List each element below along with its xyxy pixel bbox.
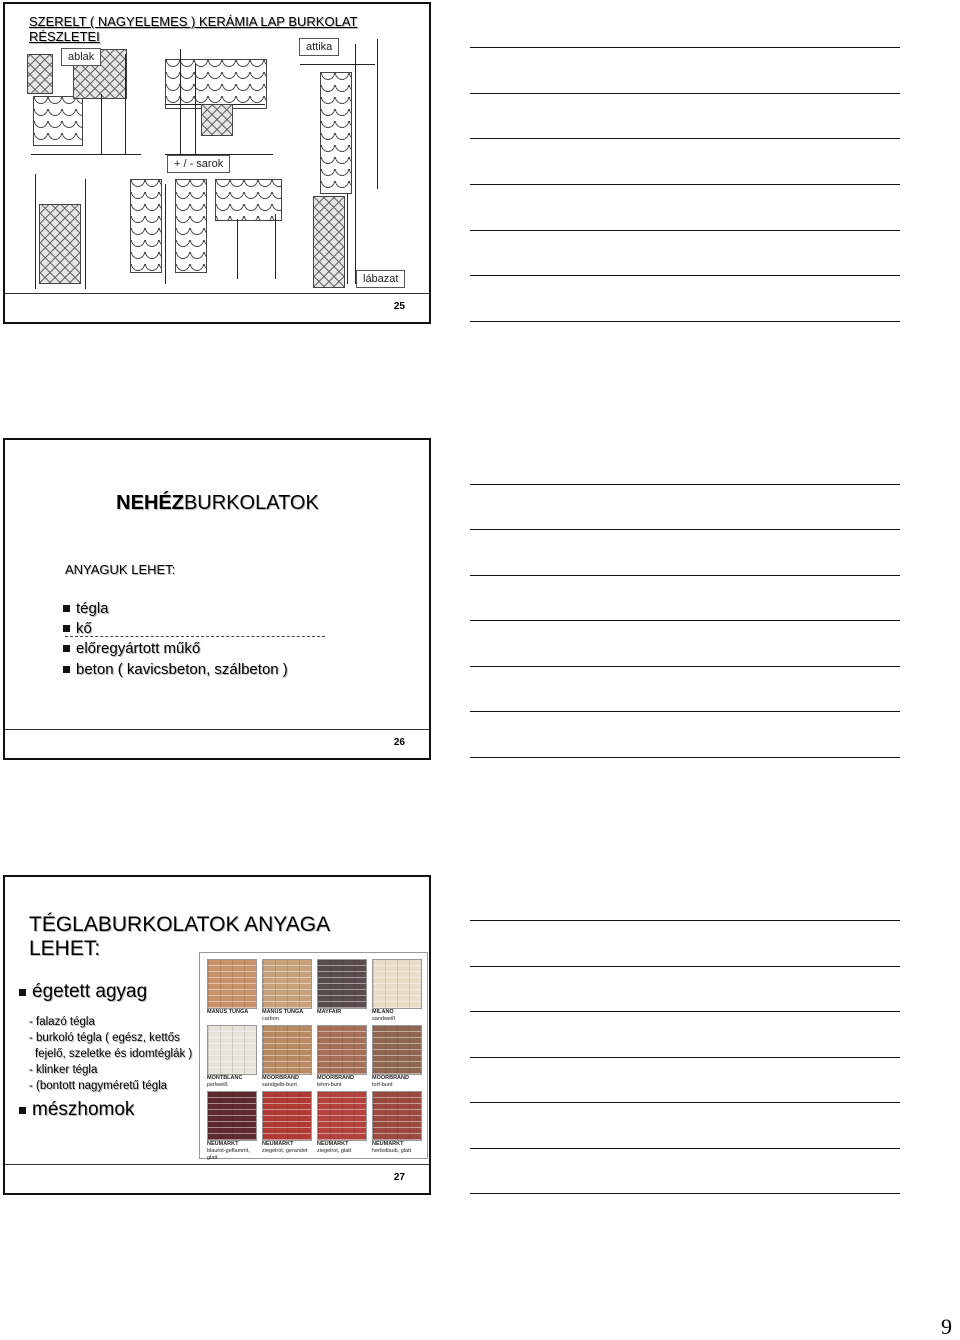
brick-desc: sandweiß bbox=[372, 1016, 396, 1022]
bullet-ko: kő bbox=[63, 620, 92, 637]
brick-desc: blaurot-geflammt, glatt bbox=[207, 1148, 250, 1161]
brick-swatch bbox=[372, 959, 422, 1009]
title-rest: BURKOLATOK bbox=[183, 492, 319, 514]
brick-name: NEUMARKT bbox=[317, 1141, 349, 1147]
subtitle: ANYAGUK LEHET: bbox=[65, 562, 176, 577]
slide-26-title bbox=[5, 492, 430, 515]
title-bold: NEHÉZ bbox=[116, 492, 184, 514]
bullet-meszhomok: mészhomok bbox=[19, 1099, 134, 1121]
brick-name: MILANO bbox=[372, 1009, 394, 1015]
brick-swatch bbox=[207, 1025, 257, 1075]
slide-footer bbox=[5, 729, 429, 758]
brick-caption bbox=[372, 1075, 426, 1089]
slide-27 bbox=[3, 875, 431, 1195]
title-line-1: TÉGLABURKOLATOK ANYAGA bbox=[29, 913, 331, 936]
slide-footer bbox=[5, 293, 429, 322]
brick-caption bbox=[317, 1141, 371, 1155]
bullet-beton: beton ( kavicsbeton, szálbeton ) bbox=[63, 661, 288, 678]
brick-name: MAYFAIR bbox=[317, 1009, 342, 1015]
title-line-2: RÉSZLETEI bbox=[29, 29, 100, 44]
sub-burkolo: - burkoló tégla ( egész, kettős bbox=[29, 1032, 180, 1044]
brick-swatch bbox=[317, 959, 367, 1009]
brick-desc: ziegelrot, gerandet bbox=[262, 1148, 308, 1154]
slide-number: 26 bbox=[393, 737, 405, 748]
label-ablak: ablak bbox=[61, 48, 101, 66]
brick-name: MANUS TUNGA bbox=[207, 1009, 249, 1015]
brick-caption bbox=[207, 1141, 261, 1162]
brick-caption bbox=[262, 1009, 316, 1023]
brick-desc: carbon bbox=[262, 1016, 279, 1022]
sub-bontott: - (bontott nagyméretű tégla bbox=[29, 1080, 168, 1092]
brick-swatch bbox=[317, 1025, 367, 1075]
dashed-divider bbox=[65, 636, 325, 637]
brick-desc: ziegelrot, glatt bbox=[317, 1148, 352, 1154]
brick-swatch bbox=[207, 959, 257, 1009]
slide-number: 27 bbox=[393, 1172, 405, 1183]
slide-number: 25 bbox=[393, 301, 405, 312]
brick-swatch bbox=[262, 959, 312, 1009]
slide-footer bbox=[5, 1164, 429, 1193]
slide-25 bbox=[3, 2, 431, 324]
brick-swatch bbox=[317, 1091, 367, 1141]
brick-name: MOORBRAND bbox=[317, 1075, 354, 1081]
brick-caption bbox=[207, 1075, 261, 1089]
brick-name: NEUMARKT bbox=[207, 1141, 239, 1147]
brick-caption bbox=[317, 1075, 371, 1089]
sub-fejelo: fejelő, szeletke és idomtéglák ) bbox=[35, 1048, 193, 1060]
bullet-tegla: tégla bbox=[63, 600, 109, 617]
brick-name: NEUMARKT bbox=[372, 1141, 404, 1147]
brick-swatch bbox=[372, 1025, 422, 1075]
title-line-1: SZERELT ( NAGYELEMES ) KERÁMIA LAP BURKOLAT bbox=[29, 14, 358, 29]
bullet-muko: előregyártott műkő bbox=[63, 640, 200, 657]
slide-26 bbox=[3, 438, 431, 760]
brick-caption bbox=[372, 1141, 426, 1155]
brick-caption bbox=[262, 1141, 316, 1155]
brick-desc: perlweiß bbox=[207, 1082, 228, 1088]
sub-falazo: - falazó tégla bbox=[29, 1016, 95, 1028]
brick-caption bbox=[317, 1009, 371, 1016]
brick-swatch bbox=[207, 1091, 257, 1141]
brick-name: MANUS TUNGA bbox=[262, 1009, 304, 1015]
brick-desc: herbstlaub, glatt bbox=[372, 1148, 412, 1154]
brick-swatch bbox=[262, 1091, 312, 1141]
sub-klinker: - klinker tégla bbox=[29, 1064, 98, 1076]
label-labazat: lábazat bbox=[356, 270, 405, 288]
brick-caption bbox=[207, 1009, 261, 1016]
brick-caption bbox=[372, 1009, 426, 1023]
page-number: 9 bbox=[941, 1314, 952, 1339]
title-line-2: LEHET: bbox=[29, 937, 101, 960]
brick-swatch bbox=[262, 1025, 312, 1075]
bullet-egetett-agyag: égetett agyag bbox=[19, 981, 147, 1003]
brick-desc: sandgelb-bunt bbox=[262, 1082, 297, 1088]
brick-name: NEUMARKT bbox=[262, 1141, 294, 1147]
brick-caption bbox=[262, 1075, 316, 1089]
label-attika: attika bbox=[299, 38, 339, 56]
label-sarok: + / - sarok bbox=[167, 155, 230, 173]
brick-desc: torf-bunt bbox=[372, 1082, 393, 1088]
brick-name: MOORBRAND bbox=[372, 1075, 409, 1081]
brick-name: MONTBLANC bbox=[207, 1075, 243, 1081]
brick-name: MOORBRAND bbox=[262, 1075, 299, 1081]
brick-swatch bbox=[372, 1091, 422, 1141]
brick-desc: lehm-bunt bbox=[317, 1082, 342, 1088]
